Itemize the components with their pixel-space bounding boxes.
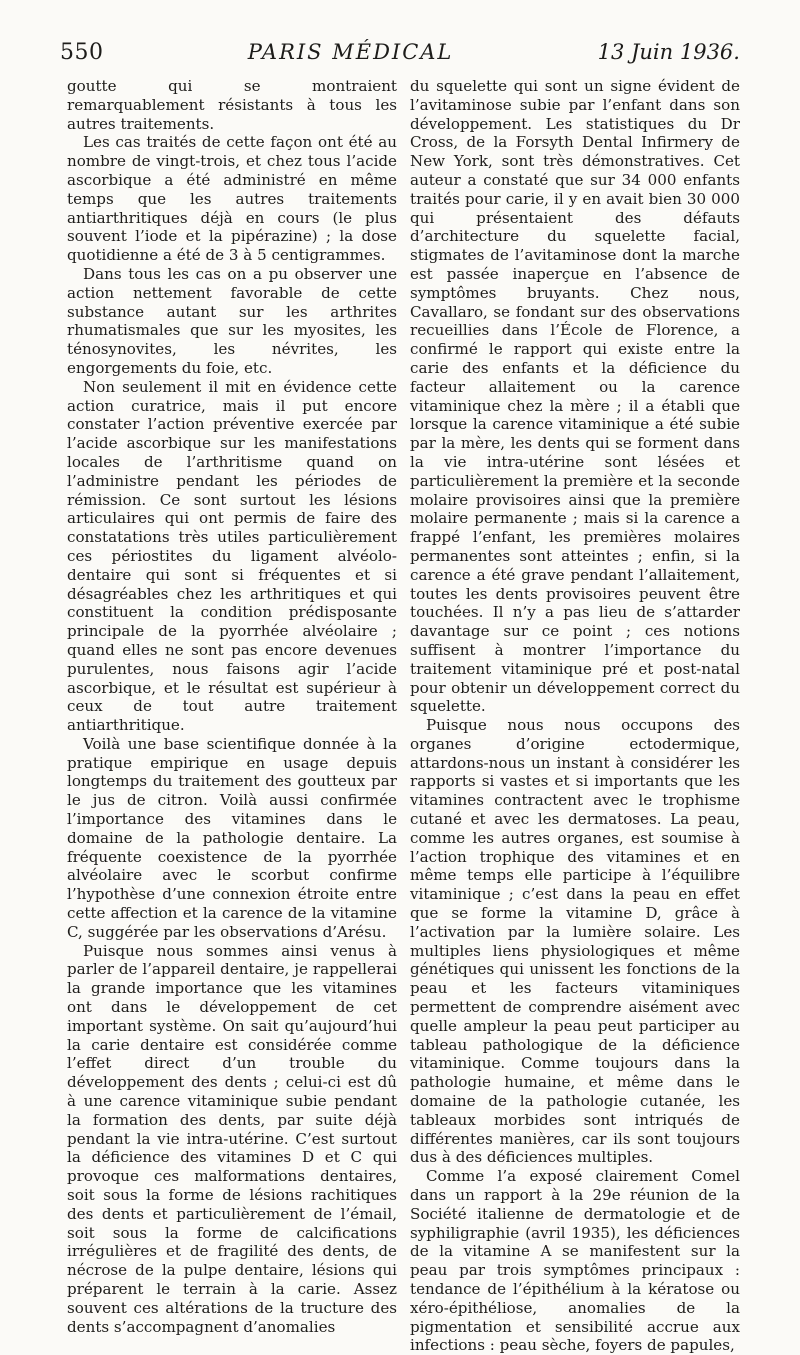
paragraph: Puisque nous sommes ainsi venus à parler de l’appareil dentaire, je rappellerai la grande importance que les vitamines ont dans le développement de cet important système. On sait qu’aujourd’hui la carie dentaire est considérée comme l’effet direct d’un trouble du développement des dents ; celui-ci est dû à une carence vitaminique subie pendant la formation des dents, par suite déjà pendant la vie intra-utérine. C’est surtout la déficience des vitamines D et C qui provoque ces malformations dentaires, soit sous la forme de lésions rachitiques des dents et particulièrement de l’émail, soit sous la forme de calcifications irrégulières et de fragilité des dents, de nécrose de la pulpe dentaire, lésions qui préparent le terrain à la carie. Assez souvent ces altérations de la tructure des dents s’accompagnent d’anomalies <box>67 941 397 1336</box>
page-number: 550 <box>60 40 104 65</box>
issue-date: 13 Juin 1936. <box>597 40 740 64</box>
paragraph: Puisque nous nous occupons des organes d’origine ectodermique, attardons-nous un instant à considérer les rapports si vastes et si importants que les vitamines contractent avec le trophisme cutané et avec les dermatoses. La peau, comme les autres organes, est soumise à l’action trophique des vitamines et en même temps elle participe à l’équilibre vitaminique ; c’est dans la peau en effet que se forme la vitamine D, grâce à l’activation par la lumière solaire. Les multiples liens physiologiques et même génétiques qui unissent les fonctions de la peau et les facteurs vitaminiques permettent de comprendre aisément avec quelle ampleur la peau peut participer au tableau pathologique de la déficience vitaminique. Comme toujours dans la pathologie humaine, et même dans le domaine de la pathologie cutanée, les tableaux morbides sont intriqués de différentes manières, car ils sont toujours dus à des déficiences multiples. <box>410 716 740 1167</box>
right-column <box>410 77 740 1355</box>
paragraph: Non seulement il mit en évidence cette action curatrice, mais il put encore constater l’action préventive exercée par l’acide ascorbique sur les manifestations locales de l’arthritisme quand on l’administre pendant les périodes de rémission. Ce sont surtout les lésions articulaires qui ont permis de faire des constatations très utiles particulièrement ces périostites du ligament alvéolo-dentaire qui sont si fréquentes et si désagréables chez les arthritiques et qui constituent la condition prédisposante principale de la pyorrhée alvéolaire ; quand elles ne sont pas encore devenues purulentes, nous faisons agir l’acide ascorbique, et le résultat est supérieur à ceux de tout autre traitement antiarthritique. <box>67 377 397 735</box>
paragraph: Les cas traités de cette façon ont été au nombre de vingt-trois, et chez tous l’acide ascorbique a été administré en même temps que les autres traitements antiarthritiques déjà en cours (le plus souvent l’iode et la pipérazine) ; la dose quotidienne a été de 3 à 5 centigrammes. <box>67 133 397 265</box>
journal-title: PARIS MÉDICAL <box>247 40 454 64</box>
paragraph: du squelette qui sont un signe évident de l’avitaminose subie par l’enfant dans son développement. Les statistiques du Dr Cross, de la Forsyth Dental Infirmery de New York, sont très démonstratives. Cet auteur a constaté que sur 34 000 enfants traités pour carie, il y en avait bien 30 000 qui présentaient des défauts d’architecture du squelette facial, stigmates de l’avitaminose dont la marche est passée inaperçue en l’absence de symptômes bruyants. Chez nous, Cavallaro, se fondant sur des observations recueillies dans l’École de Florence, a confirmé le rapport qui existe entre la carie des enfants et la déficience du facteur allaitement ou la carence vitaminique chez la mère ; il a établi que lorsque la carence vitaminique a été subie par la mère, les dents qui se forment dans la vie intra-utérine sont lésées et particulièrement la première et la seconde molaire provisoires ainsi que la première molaire permanente ; mais si la carence a frappé l’enfant, les premières molaires permanentes sont atteintes ; enfin, si la carence a été grave pendant l’allaitement, toutes les dents provisoires peuvent être touchées. Il n’y a pas lieu de s’attarder davantage sur ce point ; ces notions suffisent à montrer l’importance du traitement vitaminique pré et post-natal pour obtenir un développement correct du squelette. <box>410 77 740 716</box>
paragraph: Voilà une base scientifique donnée à la pratique empirique en usage depuis longtemps du traitement des goutteux par le jus de citron. Voilà aussi confirmée l’importance des vitamines dans le domaine de la pathologie dentaire. La fréquente coexistence de la pyorrhée alvéolaire avec le scorbut confirme l’hypothèse d’une connexion étroite entre cette affection et la carence de la vitamine C, suggérée par les observations d’Arésu. <box>67 734 397 941</box>
paragraph: Comme l’a exposé clairement Comel dans un rapport à la 29e réunion de la Société italienne de dermatologie et de syphiligraphie (avril 1935), les déficiences de la vitamine A se manifestent sur la peau par trois symptômes principaux : tendance de l’épithélium à la kératose ou xéro-épithéliose, anomalies de la pigmentation et sensibilité accrue aux infections : peau sèche, foyers de papules, <box>410 1167 740 1355</box>
paragraph: Dans tous les cas on a pu observer une action nettement favorable de cette substance autant sur les arthrites rhumatismales que sur les myosites, les ténosynovites, les névrites, les engorgements du foie, etc. <box>67 264 397 377</box>
paragraph: goutte qui se montraient remarquablement résistants à tous les autres traitements. <box>67 77 397 133</box>
left-column <box>67 77 397 1336</box>
page-header <box>60 40 740 80</box>
